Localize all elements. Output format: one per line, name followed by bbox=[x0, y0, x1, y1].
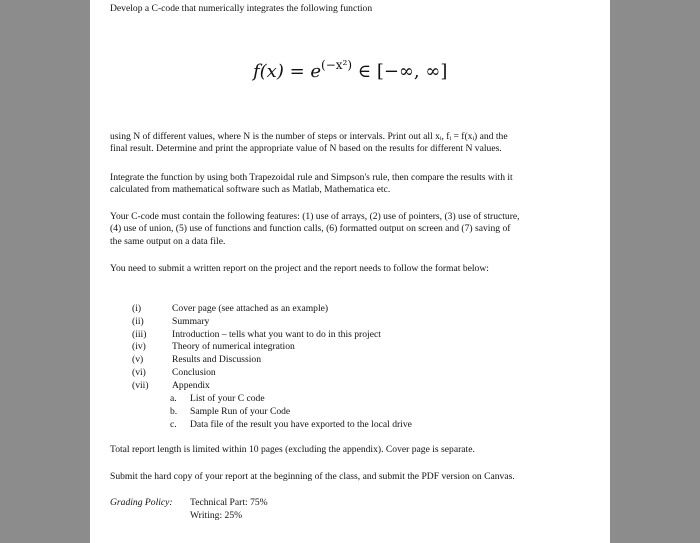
list-number: (iii) bbox=[132, 328, 147, 340]
paragraph-line: Your C-code must contain the following features: (1) use of arrays, (2) use of pointers, (3) use of structure, bbox=[110, 211, 520, 222]
list-text: Introduction – tells what you want to do in this project bbox=[172, 328, 381, 340]
list-text: Cover page (see attached as an example) bbox=[172, 303, 329, 314]
list-item bbox=[132, 341, 381, 354]
list-number: (vii) bbox=[132, 379, 149, 391]
list-item bbox=[132, 316, 381, 329]
grading-policy bbox=[110, 497, 268, 523]
list-text: Sample Run of your Code bbox=[190, 405, 291, 417]
paragraph-integration bbox=[110, 172, 592, 197]
list-item bbox=[170, 393, 412, 406]
list-item bbox=[132, 367, 381, 380]
list-text: Summary bbox=[172, 315, 210, 327]
formula-domain: ∈ [−∞, ∞] bbox=[352, 61, 448, 82]
paragraph-submission bbox=[110, 471, 592, 483]
paragraph-line: Submit the hard copy of your report at the beginning of the class, and submit the PDF version on Canvas. bbox=[110, 471, 515, 482]
grading-label: Grading Policy: bbox=[110, 497, 173, 508]
grading-writing: Writing: 25% bbox=[190, 509, 243, 521]
list-text: Conclusion bbox=[172, 366, 216, 378]
list-number: (ii) bbox=[132, 315, 144, 327]
paragraph-line: You need to submit a written report on the project and the report needs to follow the format below: bbox=[110, 263, 489, 274]
list-item bbox=[132, 354, 381, 367]
list-item bbox=[132, 380, 381, 393]
list-text: Results and Discussion bbox=[172, 354, 262, 366]
list-item bbox=[170, 419, 412, 432]
list-number: (v) bbox=[132, 354, 144, 366]
paragraph-line: using N of different values, where N is the number of steps or intervals. Print out all xᵢ, fᵢ = f(xᵢ) and the bbox=[110, 131, 508, 142]
heading: Develop a C-code that numerically integrates the following function bbox=[110, 3, 373, 14]
formula bbox=[253, 58, 447, 82]
paragraph-line: the same output on a data file. bbox=[110, 235, 226, 247]
paragraph-steps bbox=[110, 131, 592, 156]
list-number: c. bbox=[170, 418, 177, 430]
list-text: List of your C code bbox=[190, 393, 265, 404]
paragraph-report-intro bbox=[110, 263, 592, 275]
document-page bbox=[90, 0, 610, 543]
formula-exponent: (−x²) bbox=[321, 58, 353, 72]
report-format-list bbox=[132, 303, 381, 393]
list-number: (iv) bbox=[132, 341, 146, 353]
list-item bbox=[132, 329, 381, 342]
paragraph-line: final result. Determine and print the appropriate value of N based on the results for different N values. bbox=[110, 143, 502, 155]
list-number: (vi) bbox=[132, 366, 146, 378]
list-text: Data file of the result you have exported to the local drive bbox=[190, 418, 412, 430]
appendix-list bbox=[170, 393, 412, 431]
paragraph-line: (4) use of union, (5) use of functions and function calls, (6) formatted output on screen and (7) saving of bbox=[110, 223, 511, 235]
paragraph-line: Total report length is limited within 10 pages (excluding the appendix). Cover page is separate. bbox=[110, 444, 475, 455]
paragraph-line: Integrate the function by using both Trapezoidal rule and Simpson's rule, then compare the results with it bbox=[110, 172, 513, 183]
list-text: Theory of numerical integration bbox=[172, 341, 295, 353]
list-number: (i) bbox=[132, 303, 142, 314]
list-text: Appendix bbox=[172, 379, 210, 391]
formula-lhs: f(x) = e bbox=[253, 61, 322, 82]
list-item bbox=[170, 406, 412, 419]
paragraph-features bbox=[110, 211, 592, 248]
list-number: b. bbox=[170, 405, 178, 417]
paragraph-line: calculated from mathematical software such as Matlab, Mathematica etc. bbox=[110, 184, 391, 196]
grading-technical: Technical Part: 75% bbox=[190, 497, 268, 508]
list-number: a. bbox=[170, 393, 177, 404]
paragraph-length bbox=[110, 444, 592, 456]
list-item bbox=[132, 303, 381, 316]
